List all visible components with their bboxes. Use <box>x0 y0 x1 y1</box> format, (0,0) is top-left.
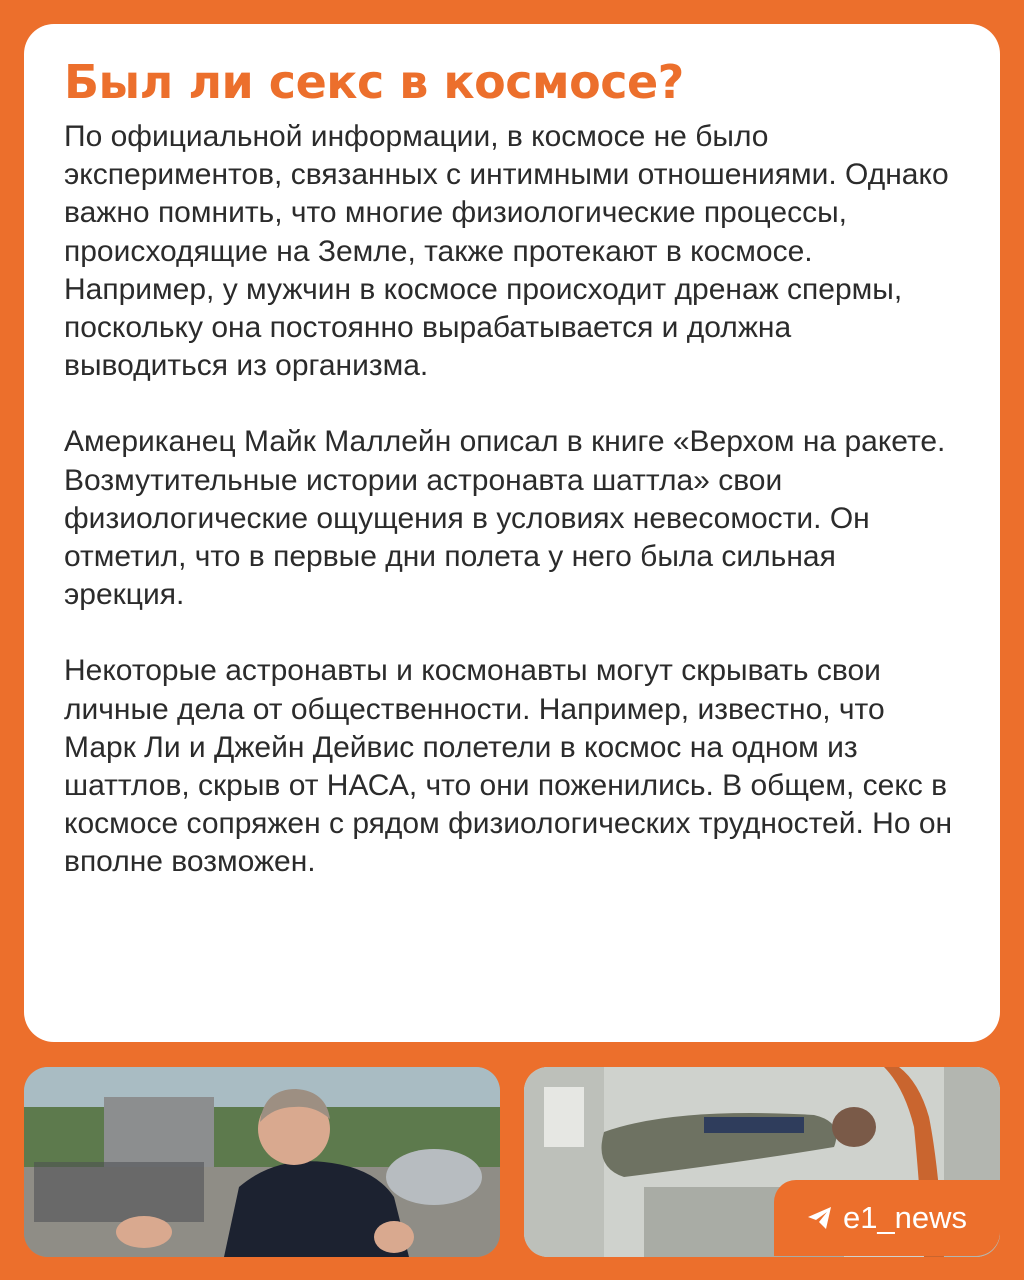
article-paragraph-3: Некоторые астронавты и космонавты могут скрывать свои личные дела от общественности. Например, известно, что Марк Ли и Джейн Дейвис полетели в космос на одном из шаттлов, скрыв от НАСА, что они поженились. В общем, секс в космосе сопряжен с рядом физиологических трудностей. Но он вполне возможен. <box>64 654 953 879</box>
telegram-badge[interactable] <box>774 1180 1000 1256</box>
telegram-icon <box>807 1206 833 1230</box>
article-card <box>24 24 1000 1042</box>
speaker-photo <box>24 1067 500 1257</box>
speaker-photo-scene <box>24 1067 500 1257</box>
article-title: Был ли секс в космосе? <box>64 55 684 109</box>
article-paragraph-1: По официальной информации, в космосе не было экспериментов, связанных с интимными отношениями. Однако важно помнить, что многие физиологические процессы, происходящие на Земле, также протекают в космосе. Например, у мужчин в космосе происходит дренаж спермы, поскольку она постоянно вырабатывается и должна выводиться из организма. <box>64 120 949 383</box>
article-paragraph-2: Американец Майк Маллейн описал в книге «Верхом на ракете. Возмутительные истории астронавта шаттла» свои физиологические ощущения в условиях невесомости. Он отметил, что в первые дни полета у него была сильная эрекция. <box>64 425 946 612</box>
channel-handle: e1_news <box>842 1200 968 1235</box>
